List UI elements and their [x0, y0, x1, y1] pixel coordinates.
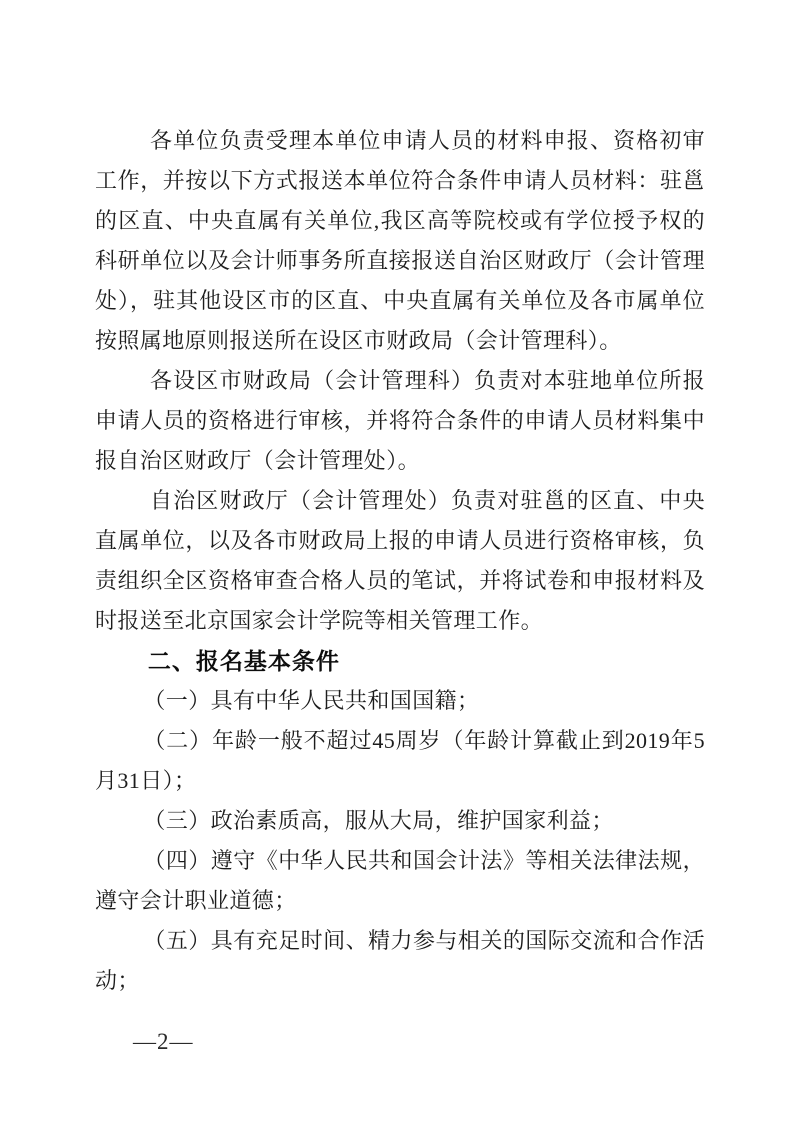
document-body: [95, 121, 705, 1001]
body-paragraph: 各单位负责受理本单位申请人员的材料申报、资格初审工作，并按以下方式报送本单位符合条件申请人员材料：驻邕的区直、中央直属有关单位,我区高等院校或有学位授予权的科研单位以及会计师事务所直接报送自治区财政厅（会计管理处），驻其他设区市的区直、中央直属有关单位及各市属单位按照属地原则报送所在设区市财政局（会计管理科）。: [95, 128, 705, 353]
list-item: （三）政治素质高，服从大局，维护国家利益；: [143, 808, 614, 833]
list-item: （五）具有充足时间、精力参与相关的国际交流和合作活动；: [95, 928, 705, 993]
body-paragraph: 自治区财政厅（会计管理处）负责对驻邕的区直、中央直属单位，以及各市财政局上报的申请人员进行资格审核，负责组织全区资格审查合格人员的笔试，并将试卷和申报材料及时报送至北京国家会计学院等相关管理工作。: [95, 488, 705, 633]
list-item: （四）遵守《中华人民共和国会计法》等相关法律法规，遵守会计职业道德；: [95, 848, 705, 913]
body-paragraph: 各设区市财政局（会计管理科）负责对本驻地单位所报申请人员的资格进行审核，并将符合条件的申请人员材料集中报自治区财政厅（会计管理处）。: [95, 368, 705, 473]
list-item: （二）年龄一般不超过45周岁（年龄计算截止到2019年5月31日）；: [95, 728, 705, 793]
section-heading: 二、报名基本条件: [147, 648, 340, 674]
page-number: —2—: [133, 1029, 194, 1054]
list-item: （一）具有中华人民共和国国籍；: [143, 688, 480, 713]
